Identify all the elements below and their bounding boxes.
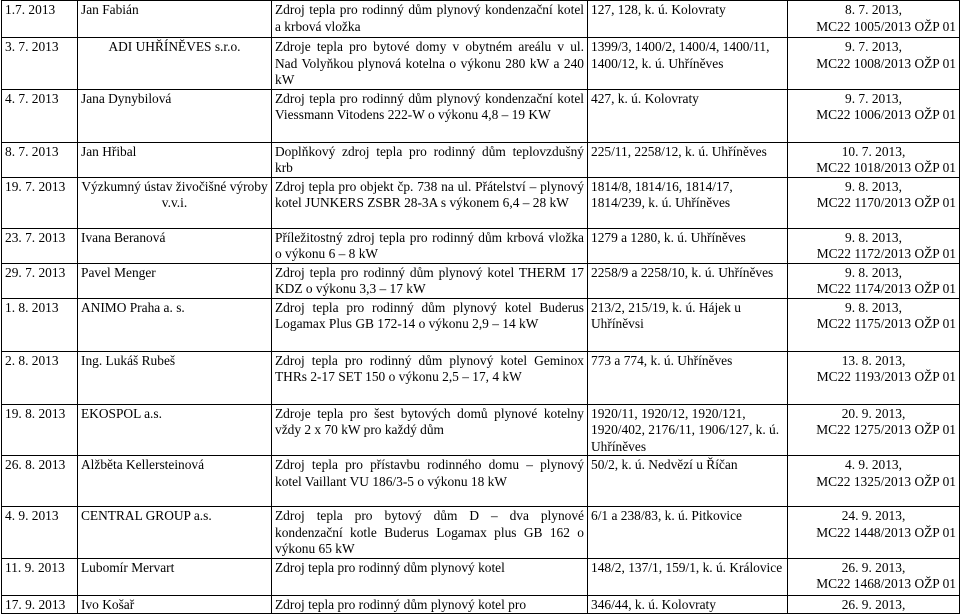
row-date: 2. 8. 2013 <box>2 351 78 404</box>
row-location: 346/44, k. ú. Kolovraty <box>588 595 788 614</box>
decision-date: 10. 7. 2013, <box>841 143 906 159</box>
decision-ref: MC22 1006/2013 OŽP 01 <box>816 107 956 122</box>
row-description: Zdroje tepla pro šest bytových domů plynové kotelny vždy 2 x 70 kW pro každý dům <box>272 404 588 456</box>
table-row <box>2 595 960 614</box>
row-description: Zdroj tepla pro rodinný dům plynový kotel Buderus Logamax Plus GB 172-14 o výkonu 2,9 – 14 kW <box>272 298 588 351</box>
row-date: 11. 9. 2013 <box>2 558 78 595</box>
row-date: 4. 9. 2013 <box>2 507 78 559</box>
table-row <box>2 404 960 456</box>
row-date: 1.7. 2013 <box>2 1 78 38</box>
register-table <box>1 0 960 614</box>
row-date: 19. 7. 2013 <box>2 177 78 228</box>
row-decision <box>788 351 960 404</box>
row-decision <box>788 507 960 559</box>
row-location: 50/2, k. ú. Nedvězí u Říčan <box>588 456 788 507</box>
row-location: 213/2, 215/19, k. ú. Hájek u Uhříněvsi <box>588 298 788 351</box>
decision-date: 26. 9. 2013, <box>841 596 906 612</box>
decision-ref: MC22 1172/2013 OŽP 01 <box>816 246 956 261</box>
decision-ref: MC22 1325/2013 OŽP 01 <box>816 473 956 489</box>
table-row <box>2 89 960 142</box>
decision-date: 13. 8. 2013, <box>841 352 906 368</box>
row-investor: Výzkumný ústav živočišné výroby v.v.i. <box>78 177 272 228</box>
row-location: 1279 a 1280, k. ú. Uhříněves <box>588 228 788 263</box>
row-location: 773 a 774, k. ú. Uhříněves <box>588 351 788 404</box>
row-investor: Ivo Košař <box>78 595 272 614</box>
row-decision <box>788 404 960 456</box>
row-investor: Jan Fabián <box>78 1 272 38</box>
decision-ref: MC22 1175/2013 OŽP 01 <box>816 316 956 331</box>
row-description: Zdroje tepla pro bytové domy v obytném areálu v ul. Nad Volyňkou plynová kotelna o výkonu 280 kW a 240 kW <box>272 38 588 90</box>
decision-date: 9. 7. 2013, <box>845 90 902 106</box>
row-description: Zdroj tepla pro rodinný dům plynový kotel pro <box>272 595 588 614</box>
row-investor: ANIMO Praha a. s. <box>78 298 272 351</box>
table-row <box>2 177 960 228</box>
row-decision <box>788 89 960 142</box>
row-investor: Ivana Beranová <box>78 228 272 263</box>
table-row <box>2 298 960 351</box>
row-description: Příležitostný zdroj tepla pro rodinný dům krbová vložka o výkonu 6 – 8 kW <box>272 228 588 263</box>
decision-date: 4. 9. 2013, <box>845 457 902 472</box>
row-location: 1814/8, 1814/16, 1814/17, 1814/239, k. ú. Uhříněves <box>588 177 788 228</box>
decision-date: 24. 9. 2013, <box>841 508 906 523</box>
decision-date: 20. 9. 2013, <box>841 405 906 421</box>
row-description: Zdroj tepla pro objekt čp. 738 na ul. Přátelství – plynový kotel JUNKERS ZSBR 28-3A s výkonem 6,4 – 28 kW <box>272 177 588 228</box>
row-decision <box>788 263 960 298</box>
table-row <box>2 351 960 404</box>
decision-date: 8. 7. 2013, <box>845 2 902 17</box>
table-row <box>2 263 960 298</box>
row-date: 19. 8. 2013 <box>2 404 78 456</box>
row-investor: Pavel Menger <box>78 263 272 298</box>
table-row <box>2 228 960 263</box>
row-location: 427, k. ú. Kolovraty <box>588 89 788 142</box>
row-decision <box>788 595 960 614</box>
row-investor: Jan Hřibal <box>78 142 272 177</box>
decision-date: 26. 9. 2013, <box>841 559 906 575</box>
row-description: Zdroj tepla pro rodinný dům plynový kotel <box>272 558 588 595</box>
row-investor: ADI UHŘÍNĚVES s.r.o. <box>78 38 272 90</box>
decision-ref: MC22 1005/2013 OŽP 01 <box>816 18 956 34</box>
row-description: Zdroj tepla pro rodinný dům plynový kondenzační kotel Viessmann Vitodens 222-W o výkonu 4,8 – 19 KW <box>272 89 588 142</box>
row-date: 1. 8. 2013 <box>2 298 78 351</box>
decision-ref: MC22 1174/2013 OŽP 01 <box>816 281 956 296</box>
row-description: Zdroj tepla pro rodinný dům plynový kondenzační kotel a krbová vložka <box>272 1 588 38</box>
row-decision <box>788 456 960 507</box>
table-row <box>2 456 960 507</box>
row-investor: Jana Dynybilová <box>78 89 272 142</box>
row-investor: Alžběta Kellersteinová <box>78 456 272 507</box>
table-row <box>2 1 960 38</box>
row-investor: Lubomír Mervart <box>78 558 272 595</box>
row-date: 17. 9. 2013 <box>2 595 78 614</box>
row-decision <box>788 142 960 177</box>
table-row <box>2 558 960 595</box>
row-investor: CENTRAL GROUP a.s. <box>78 507 272 559</box>
decision-date: 9. 8. 2013, <box>845 229 902 245</box>
row-location: 1920/11, 1920/12, 1920/121, 1920/402, 2176/11, 1906/127, k. ú. Uhříněves <box>588 404 788 456</box>
row-decision <box>788 558 960 595</box>
row-decision <box>788 1 960 38</box>
table-row <box>2 507 960 559</box>
table-row <box>2 38 960 90</box>
row-date: 4. 7. 2013 <box>2 89 78 142</box>
row-description: Doplňkový zdroj tepla pro rodinný dům teplovzdušný krb <box>272 142 588 177</box>
row-date: 23. 7. 2013 <box>2 228 78 263</box>
row-decision <box>788 228 960 263</box>
decision-ref: MC22 1008/2013 OŽP 01 <box>816 55 956 71</box>
decision-ref: MC22 1018/2013 OŽP 01 <box>816 160 956 175</box>
decision-ref: MC22 1468/2013 OŽP 01 <box>816 576 956 591</box>
decision-date: 9. 7. 2013, <box>845 39 902 54</box>
decision-date: 9. 8. 2013, <box>845 299 902 315</box>
decision-ref: MC22 1448/2013 OŽP 01 <box>816 524 956 540</box>
row-location: 6/1 a 238/83, k. ú. Pitkovice <box>588 507 788 559</box>
row-location: 2258/9 a 2258/10, k. ú. Uhříněves <box>588 263 788 298</box>
row-date: 29. 7. 2013 <box>2 263 78 298</box>
decision-date: 9. 8. 2013, <box>845 264 902 280</box>
row-date: 3. 7. 2013 <box>2 38 78 90</box>
register-body <box>2 1 960 614</box>
row-decision <box>788 38 960 90</box>
row-description: Zdroj tepla pro rodinný dům plynový kotel Geminox THRs 2-17 SET 150 o výkonu 2,5 – 17, 4 kW <box>272 351 588 404</box>
row-description: Zdroj tepla pro přístavbu rodinného domu – plynový kotel Vaillant VU 186/3-5 o výkonu 18 kW <box>272 456 588 507</box>
decision-ref: MC22 1170/2013 OŽP 01 <box>816 195 956 210</box>
table-row <box>2 142 960 177</box>
row-decision <box>788 298 960 351</box>
row-date: 26. 8. 2013 <box>2 456 78 507</box>
decision-ref: MC22 1275/2013 OŽP 01 <box>816 422 956 437</box>
row-location: 225/11, 2258/12, k. ú. Uhříněves <box>588 142 788 177</box>
row-investor: EKOSPOL a.s. <box>78 404 272 456</box>
row-location: 1399/3, 1400/2, 1400/4, 1400/11, 1400/12, k. ú. Uhříněves <box>588 38 788 90</box>
row-investor: Ing. Lukáš Rubeš <box>78 351 272 404</box>
row-date: 8. 7. 2013 <box>2 142 78 177</box>
row-location: 148/2, 137/1, 159/1, k. ú. Královice <box>588 558 788 595</box>
decision-date: 9. 8. 2013, <box>845 178 902 194</box>
row-location: 127, 128, k. ú. Kolovraty <box>588 1 788 38</box>
row-description: Zdroj tepla pro rodinný dům plynový kotel THERM 17 KDZ o výkonu 3,3 – 17 kW <box>272 263 588 298</box>
decision-ref: MC22 1193/2013 OŽP 01 <box>816 369 956 384</box>
row-decision <box>788 177 960 228</box>
row-description: Zdroj tepla pro bytový dům D – dva plynové kondenzační kotle Buderus Logamax plus GB 162 o výkonu 65 kW <box>272 507 588 559</box>
